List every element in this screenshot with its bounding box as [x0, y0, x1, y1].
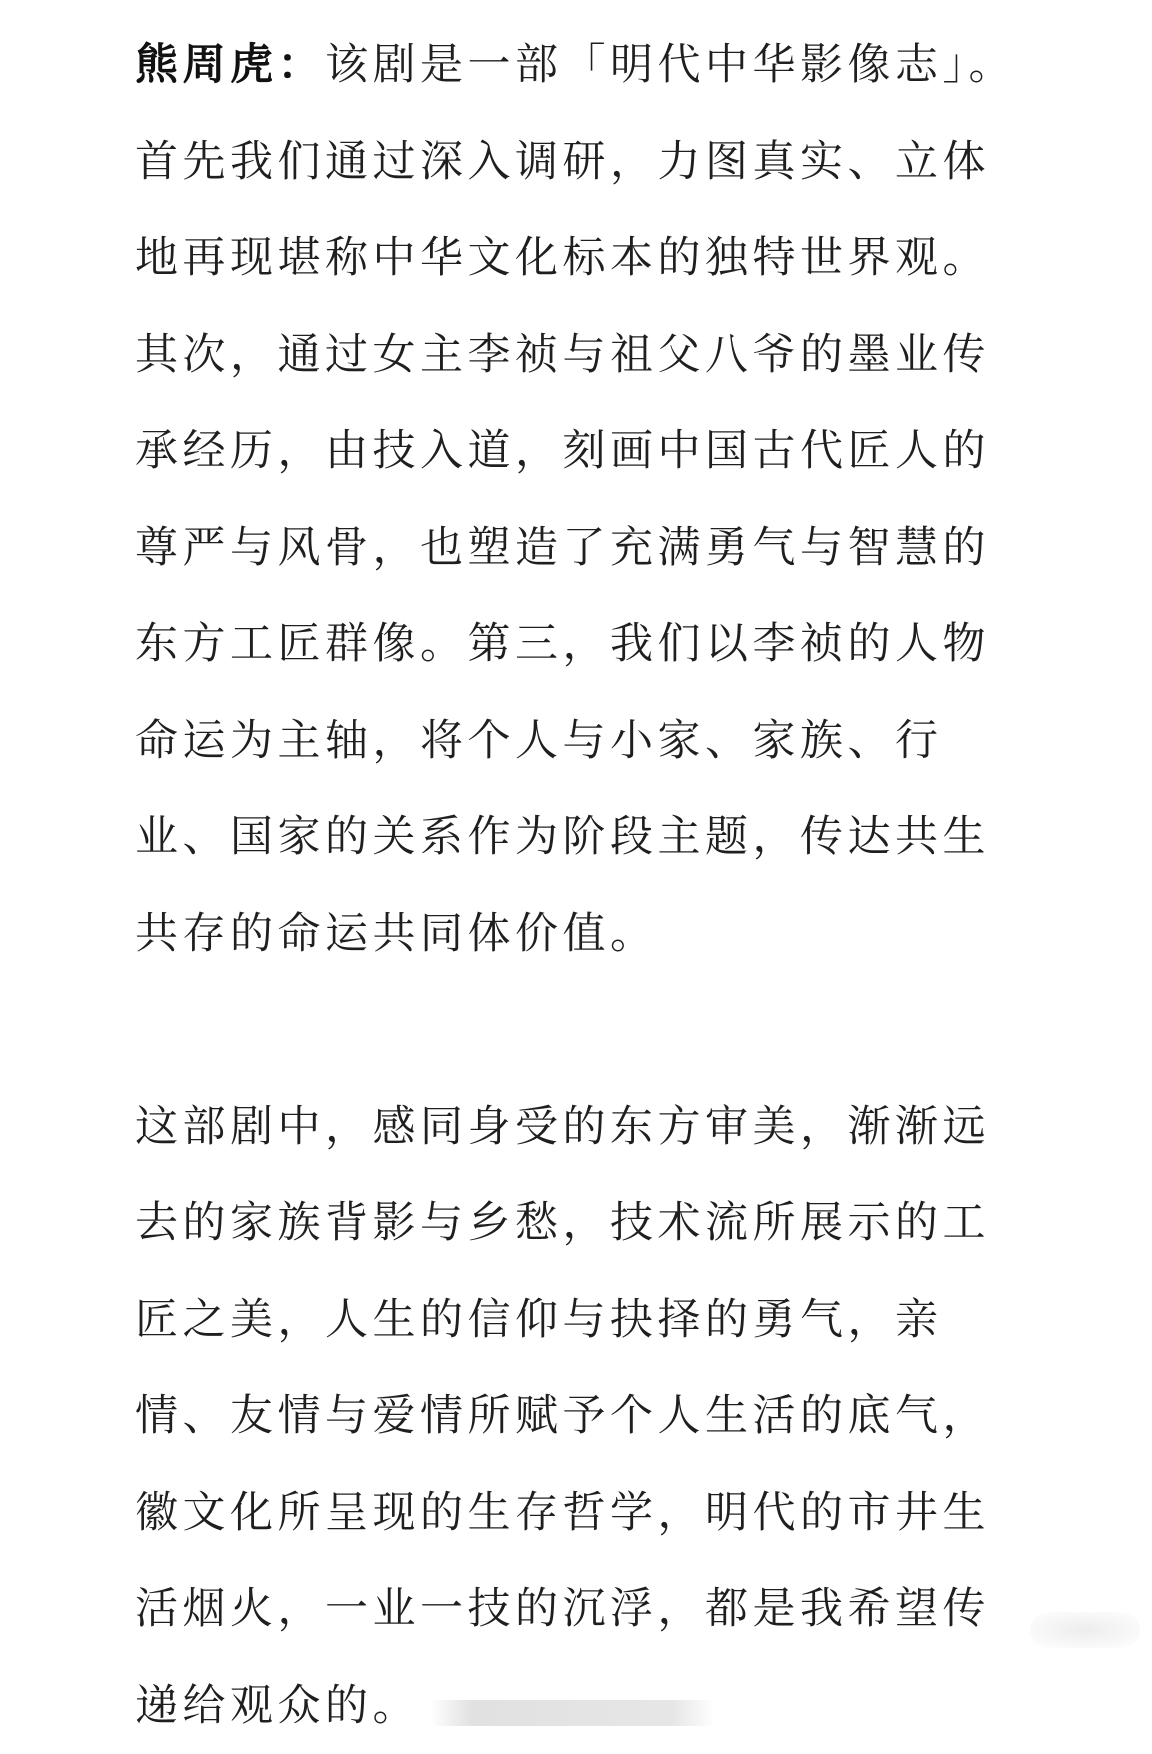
blurred-watermark — [430, 1700, 715, 1726]
speaker-name: 熊周虎： — [135, 40, 325, 90]
faint-watermark-mark — [1030, 1612, 1140, 1648]
paragraph-text: 该剧是一部「明代中华影像志」。首先我们通过深入调研，力图真实、立体地再现堪称中华文化标本的独特世界观。其次，通过女主李祯与祖父八爷的墨业传承经历，由技入道，刻画中国古代匠人的尊严与风骨，也塑造了充满勇气与智慧的东方工匠群像。第三，我们以李祯的人物命运为主轴，将个人与小家、家族、行业、国家的关系作为阶段主题，传达共生共存的命运共同体价值。 — [135, 40, 1016, 959]
paragraph-text: 这部剧中，感同身受的东方审美，渐渐远去的家族背影与乡愁，技术流所展示的工匠之美，人生的信仰与抉择的勇气，亲情、友情与爱情所赋予个人生活的底气，徽文化所呈现的生存哲学，明代的市井生活烟火，一业一技的沉浮，都是我希望传递给观众的。 — [135, 1102, 990, 1731]
closing-paragraph — [135, 1079, 1025, 1754]
article-body — [135, 17, 1025, 1754]
interview-answer-paragraph — [135, 17, 1025, 982]
